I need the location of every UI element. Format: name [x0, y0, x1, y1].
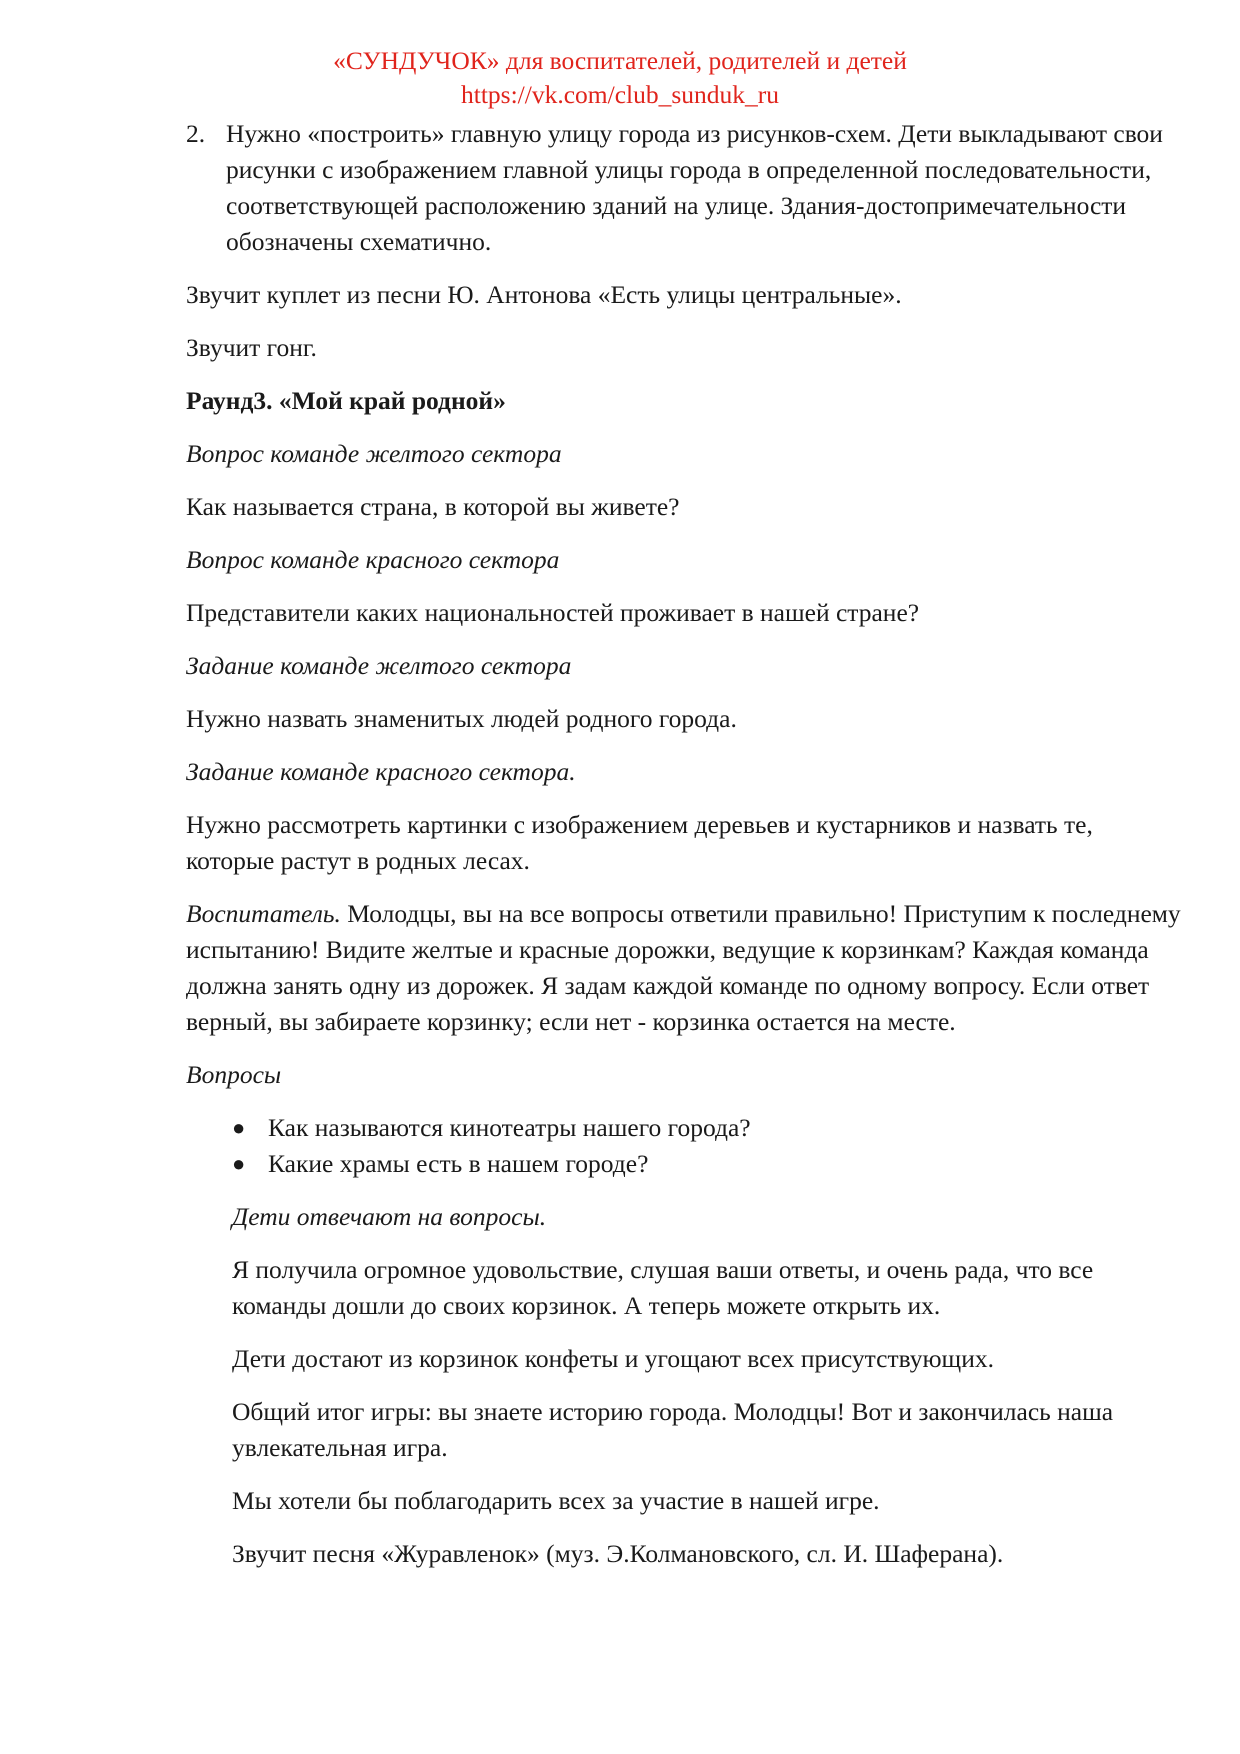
item-text: Нужно «построить» главную улицу города из рисунков-схем. Дети выкладывают свои рисунки с изображением главной улицы города в определенной последовательности, соответствующей расположению зданий на улице. Здания-достопримечательности обозначены схематично.: [226, 119, 1163, 256]
thanks-paragraph: Мы хотели бы поблагодарить всех за участие в нашей игре.: [232, 1486, 880, 1515]
list-item-text: Какие храмы есть в нашем городе?: [268, 1149, 649, 1178]
bullet-icon: ●: [232, 1151, 246, 1176]
list-item: [232, 1110, 1186, 1146]
question-red-text: Представители каких национальностей проживает в нашей стране?: [186, 598, 920, 627]
question-red-label: Вопрос команде красного сектора: [186, 545, 560, 574]
task-red-label: Задание команде красного сектора.: [186, 757, 576, 786]
question-yellow-text: Как называется страна, в которой вы живете?: [186, 492, 680, 521]
question-yellow-label: Вопрос команде желтого сектора: [186, 439, 562, 468]
document-body: [186, 116, 1186, 1589]
task-red-text: Нужно рассмотреть картинки с изображением деревьев и кустарников и назвать те, которые растут в родных лесах.: [186, 810, 1093, 875]
list-item-text: Как называются кинотеатры нашего города?: [268, 1113, 751, 1142]
bullet-icon: ●: [232, 1115, 246, 1140]
kids-answer: Дети отвечают на вопросы.: [232, 1202, 547, 1231]
round3-heading: Раунд3. «Мой край родной»: [186, 386, 506, 415]
candies-paragraph: Дети достают из корзинок конфеты и угощают всех присутствующих.: [232, 1344, 994, 1373]
gong-paragraph: Звучит гонг.: [186, 333, 317, 362]
task-yellow-text: Нужно назвать знаменитых людей родного города.: [186, 704, 737, 733]
final-song-paragraph: Звучит песня «Журавленок» (муз. Э.Колмановского, сл. И. Шаферана).: [232, 1539, 1004, 1568]
teacher-text: Молодцы, вы на все вопросы ответили правильно! Приступим к последнему испытанию! Видите желтые и красные дорожки, ведущие к корзинкам? Каждая команда должна занять одну из дорожек. Я задам каждой команде по одному вопросу. Если ответ верный, вы забираете корзинку; если нет - корзинка остается на месте.: [186, 899, 1181, 1036]
list-item: [232, 1146, 1186, 1182]
task-yellow-label: Задание команде желтого сектора: [186, 651, 572, 680]
teacher-paragraph: [186, 896, 1186, 1040]
song-paragraph: Звучит куплет из песни Ю. Антонова «Есть улицы центральные».: [186, 280, 902, 309]
site-header: [0, 44, 1240, 112]
questions-list: [186, 1110, 1186, 1182]
indented-block: [186, 1199, 1186, 1572]
numbered-item-2: [186, 116, 1186, 260]
teacher-label: Воспитатель.: [186, 899, 341, 928]
result-paragraph: Общий итог игры: вы знаете историю города. Молодцы! Вот и закончилась наша увлекательная игра.: [232, 1397, 1114, 1462]
header-title: «СУНДУЧОК» для воспитателей, родителей и детей: [333, 46, 907, 75]
questions-label: Вопросы: [186, 1060, 282, 1089]
item-number: 2.: [186, 119, 206, 148]
header-link[interactable]: https://vk.com/club_sunduk_ru: [460, 80, 780, 109]
pleasure-paragraph: Я получила огромное удовольствие, слушая ваши ответы, и очень рада, что все команды дошли до своих корзинок. А теперь можете открыть их.: [232, 1255, 1094, 1320]
